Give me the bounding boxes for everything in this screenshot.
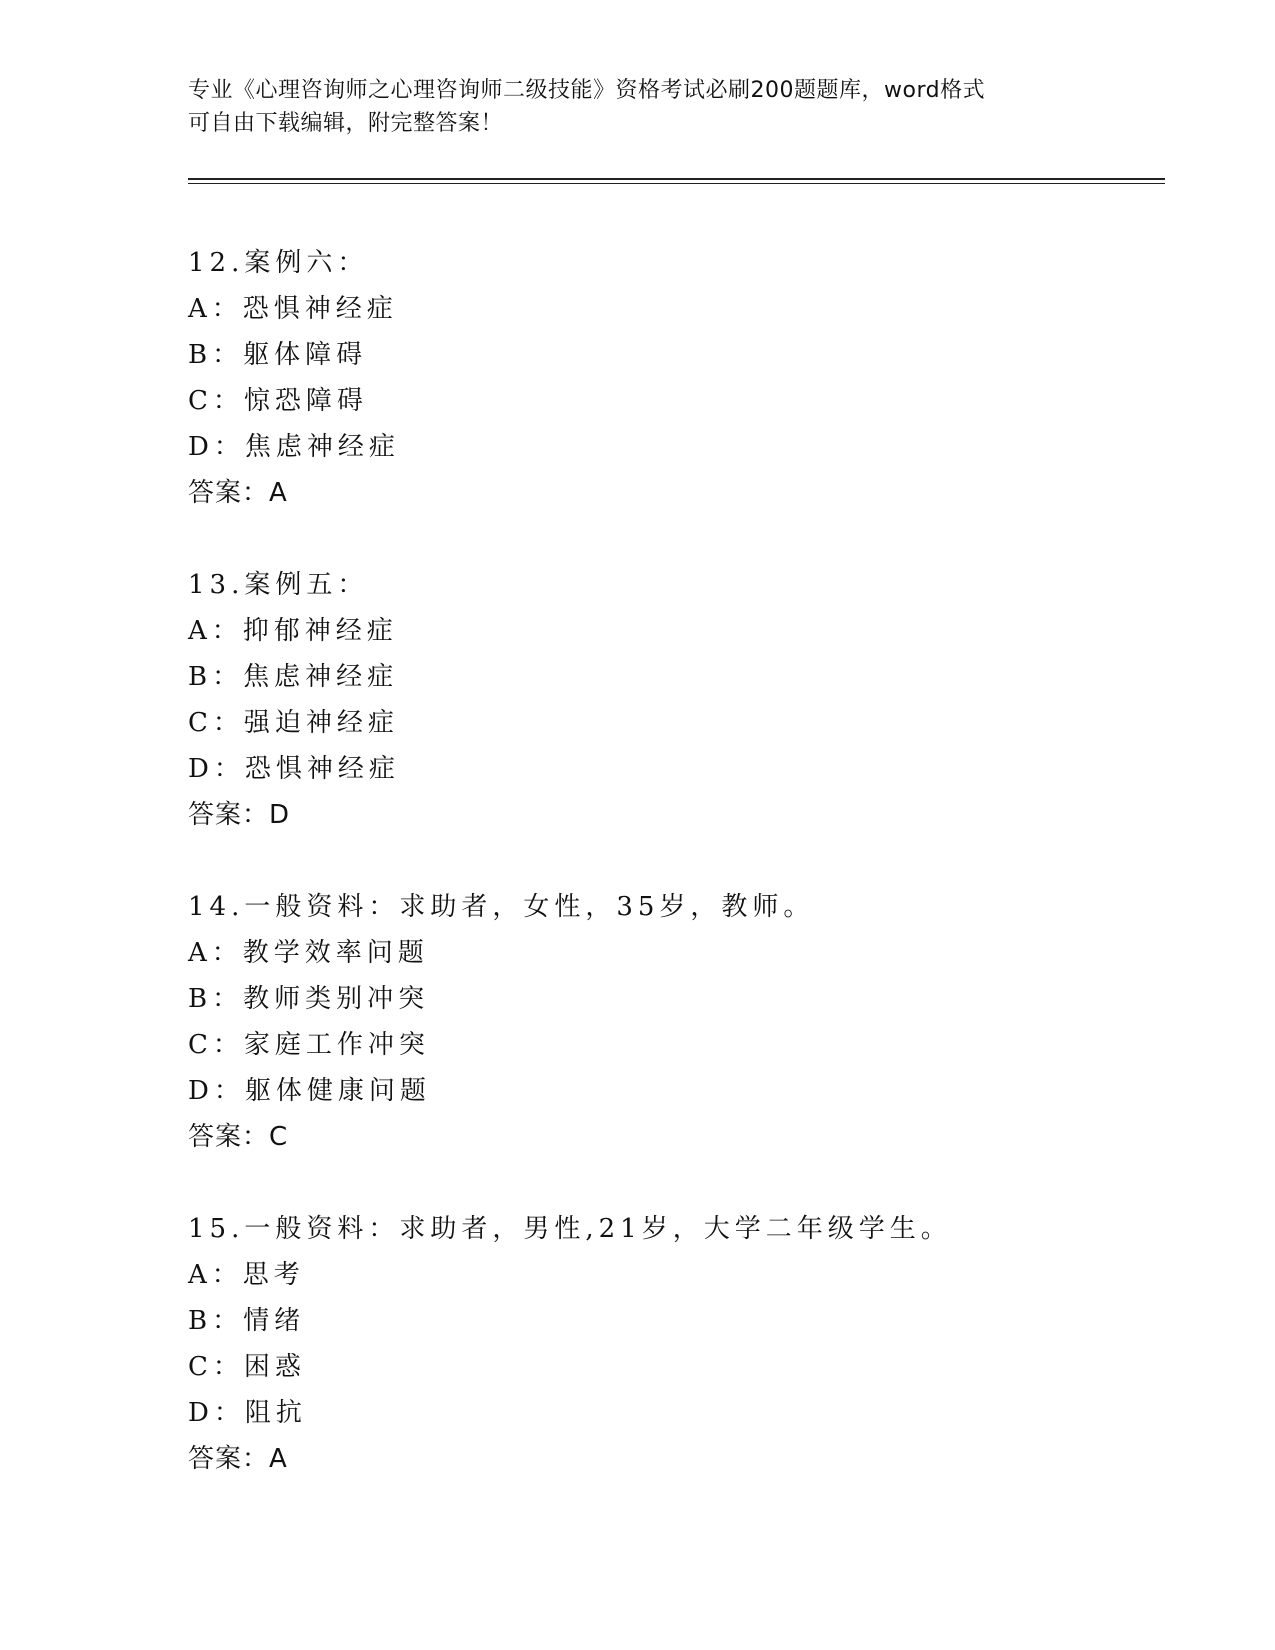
question-stem: 12.案例六： <box>188 248 369 278</box>
question-stem: 15.一般资料：求助者，男性,21岁，大学二年级学生。 <box>188 1214 952 1244</box>
answer-line: 答案：D <box>188 800 291 830</box>
option-d: D：焦虑神经症 <box>188 432 400 462</box>
question-13 <box>188 562 1138 838</box>
option-b: B：焦虑神经症 <box>188 662 399 692</box>
option-c: C：家庭工作冲突 <box>188 1030 430 1060</box>
header-divider-thick <box>188 178 1165 180</box>
question-12 <box>188 240 1138 516</box>
answer-line: 答案：A <box>188 1444 288 1474</box>
option-c: C：强迫神经症 <box>188 708 399 738</box>
option-b: B：教师类别冲突 <box>188 984 430 1014</box>
option-a: A：思考 <box>188 1260 305 1290</box>
option-d: D：躯体健康问题 <box>188 1076 431 1106</box>
question-14 <box>188 884 1138 1160</box>
option-d: D：恐惧神经症 <box>188 754 400 784</box>
option-b: B：躯体障碍 <box>188 340 368 370</box>
document-header <box>188 74 1088 140</box>
question-15 <box>188 1206 1138 1482</box>
header-title-line-1: 专业《心理咨询师之心理咨询师二级技能》资格考试必刷200题题库，word格式 <box>188 78 986 103</box>
header-divider-thin <box>188 183 1165 184</box>
option-c: C：困惑 <box>188 1352 306 1382</box>
question-stem: 13.案例五： <box>188 570 369 600</box>
question-stem: 14.一般资料：求助者，女性，35岁，教师。 <box>188 892 815 922</box>
option-a: A：教学效率问题 <box>188 938 429 968</box>
option-c: C：惊恐障碍 <box>188 386 368 416</box>
answer-line: 答案：C <box>188 1122 289 1152</box>
option-a: A：抑郁神经症 <box>188 616 398 646</box>
answer-line: 答案：A <box>188 478 288 508</box>
header-title-line-2: 可自由下载编辑，附完整答案！ <box>188 111 504 136</box>
option-d: D：阻抗 <box>188 1398 307 1428</box>
option-a: A：恐惧神经症 <box>188 294 398 324</box>
option-b: B：情绪 <box>188 1306 306 1336</box>
